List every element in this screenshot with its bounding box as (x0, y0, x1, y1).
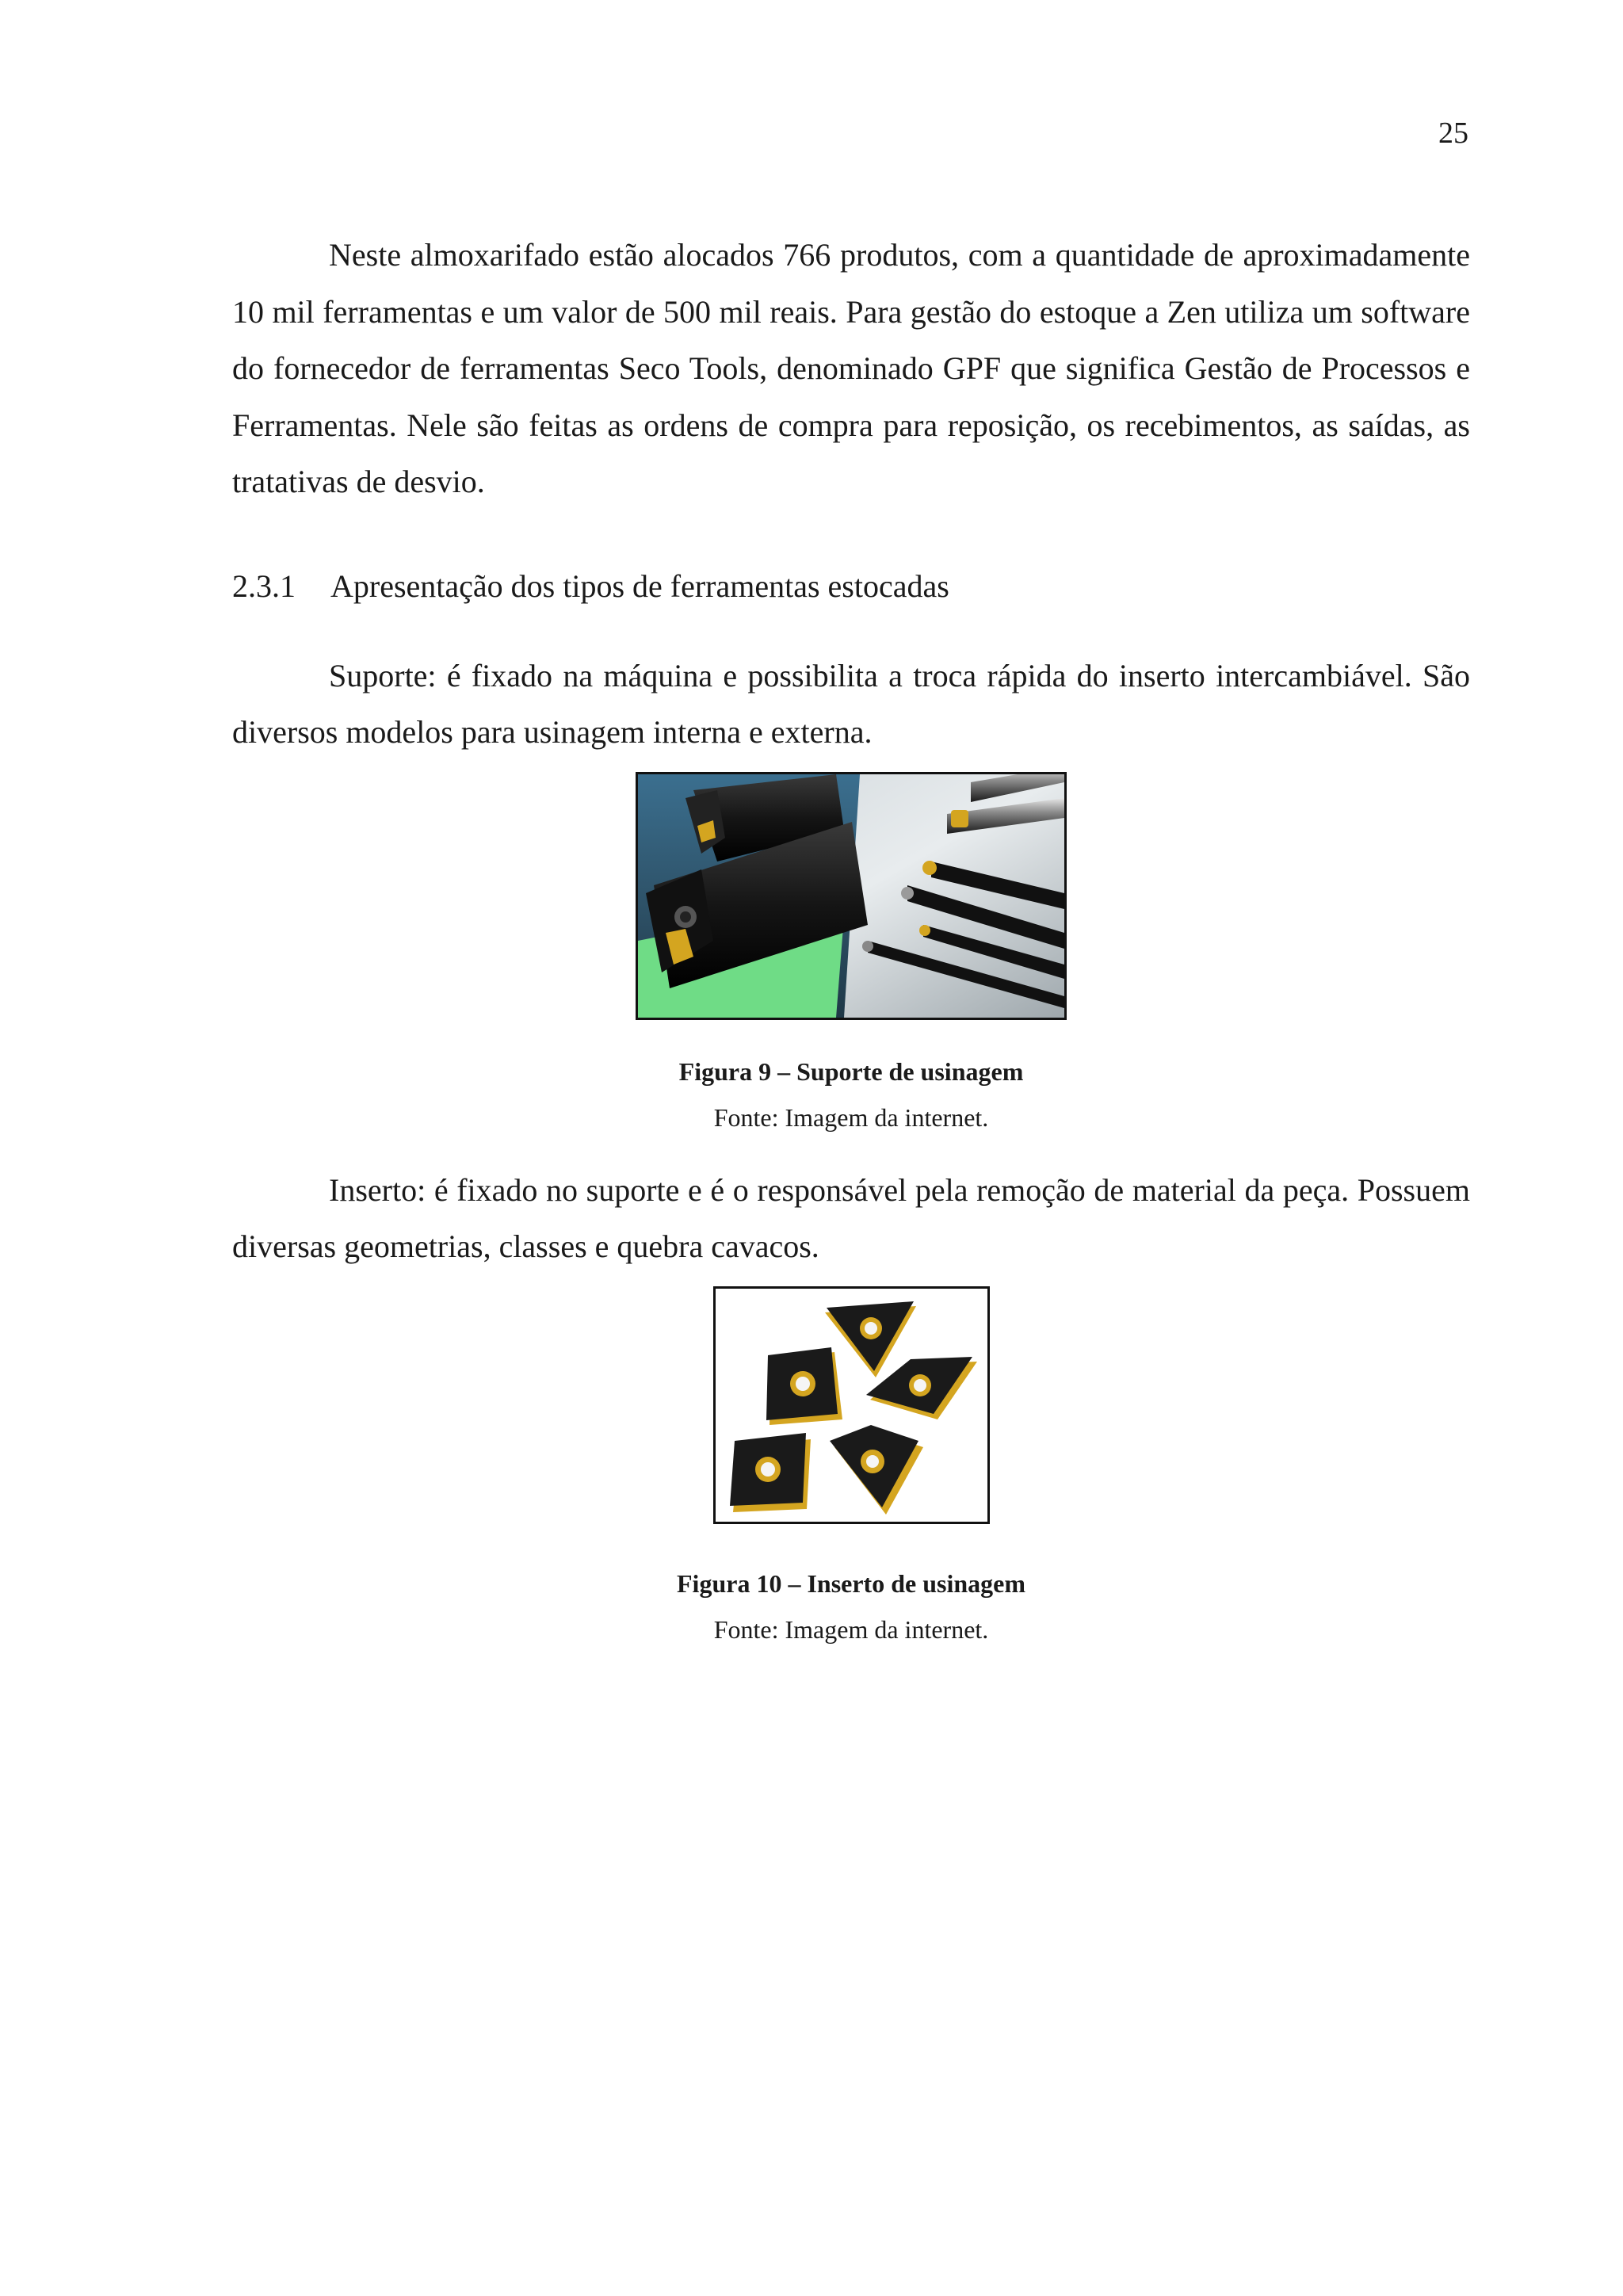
figure-9-caption: Figura 9 – Suporte de usinagem (678, 1056, 1024, 1086)
figure-10-caption: Figura 10 – Inserto de usinagem (677, 1568, 1025, 1598)
paragraph-inserto: Inserto: é fixado no suporte e é o responsável pela remoção de material da peça. Possuem diversas geometrias, classes e quebra cavacos. (232, 1171, 1470, 1264)
figure-10-image (713, 1286, 990, 1524)
paragraph-intro: Neste almoxarifado estão alocados 766 produtos, com a quantidade de aproximadamente 10 mil ferramentas e um valor de 500 mil reais. Para gestão do estoque a Zen utiliza um software do fornecedor de ferramentas Seco Tools, denominado GPF que significa Gestão de Processos e Ferramentas. Nele são feitas as ordens de compra para reposição, os recebimentos, as saídas, as tratativas de desvio. (232, 237, 1470, 499)
section-heading (232, 558, 1470, 614)
figure-9-source: Fonte: Imagem da internet. (713, 1102, 989, 1132)
page-content (232, 227, 1470, 1645)
tool-holders-photo (638, 774, 1064, 1018)
figure-10-source: Fonte: Imagem da internet. (713, 1614, 989, 1644)
insert-square-left (766, 1347, 842, 1425)
figure-9-image (636, 772, 1067, 1020)
section-number: 2.3.1 (232, 567, 296, 604)
figure-9 (232, 772, 1470, 1133)
cutting-inserts-photo (716, 1289, 987, 1522)
section-title: Apresentação dos tipos de ferramentas estocadas (330, 567, 949, 604)
figure-10 (232, 1286, 1470, 1645)
insert-square-bottom (730, 1433, 811, 1512)
page-number: 25 (1438, 117, 1468, 150)
paragraph-suporte: Suporte: é fixado na máquina e possibilita a troca rápida do inserto intercambiável. São diversos modelos para usinagem interna e externa. (232, 657, 1470, 750)
